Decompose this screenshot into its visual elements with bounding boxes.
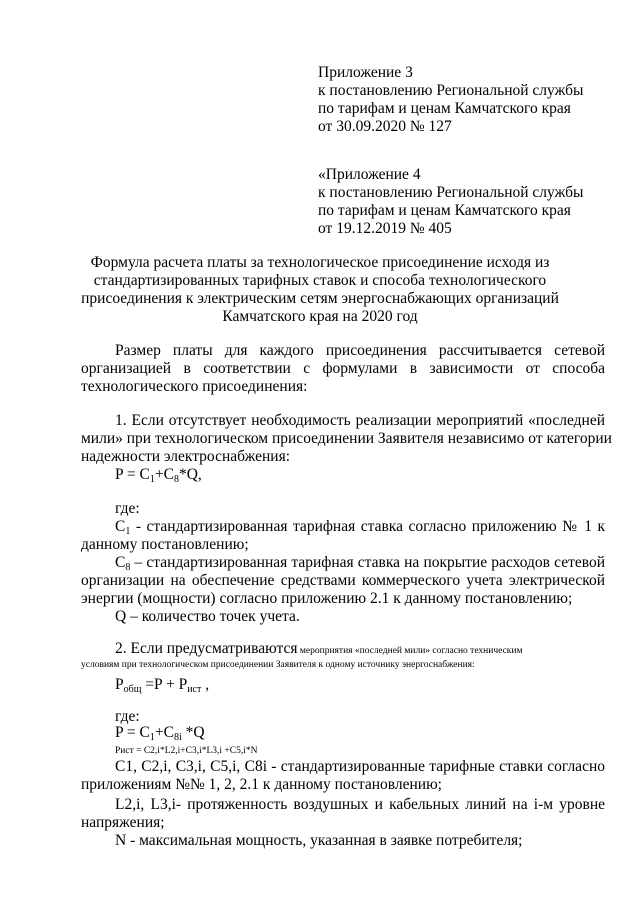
section2-line1: 2. Если предусматриваются мероприятия «последней мили» согласно техническим [115, 640, 523, 657]
appendix3-line1: Приложение 3 [318, 64, 413, 81]
appendix4-line1: «Приложение 4 [318, 166, 421, 183]
appendix3-line3: по тарифам и ценам Камчатского края [318, 100, 571, 117]
appendix3-line2: к постановлению Региональной службы [318, 82, 584, 99]
intro-line3: технологического присоединения: [81, 378, 308, 395]
section1-formula: $P = C_1+C_8*Q$, [115, 466, 202, 485]
title-line3: присоединения к электрическим сетям энергоснабжающих организаций [81, 290, 559, 307]
lengths-definition: L2,i, L3,i- протяженность воздушных и кабельных линий на i-м уровне [115, 796, 605, 813]
title-line4: Камчатского края на 2020 год [222, 308, 418, 325]
title-line2: стандартизированных тарифных ставок и способа технологического [93, 272, 547, 289]
total-formula: $P_{общ} =P + P_{ист}$ , [115, 676, 210, 695]
c8-definition-line2: организации на обеспечение средствами коммерческого учета электрической [81, 572, 605, 589]
appendix4-line3: по тарифам и ценам Камчатского края [318, 202, 571, 219]
section1-where: где: [115, 500, 140, 517]
appendix4-line4: от 19.12.2019 № 405 [318, 220, 452, 237]
section2-where: где: [115, 708, 140, 725]
section1-line2: мили» при технологическом присоединении Заявителя независимо от категории [81, 430, 612, 447]
intro-line1: Размер платы для каждого присоединения рассчитывается сетевой [115, 342, 605, 359]
c1-definition-cont: данному постановлению; [81, 536, 249, 553]
section2-formula: $P = C_1+C_{8i}$ *Q [115, 724, 205, 743]
appendix3-line4: от 30.09.2020 № 127 [318, 118, 452, 135]
intro-line2: организацией в соответствии с формулами в зависимости от способа [81, 360, 605, 377]
q-definition: Q – количество точек учета. [115, 608, 300, 625]
n-definition: N - максимальная мощность, указанная в заявке потребителя; [115, 832, 523, 849]
rates-definition-cont: приложениям №№ 1, 2, 2.1 к данному постановлению; [81, 776, 442, 793]
c8-definition-line3: энергии (мощности) согласно приложению 2.1 к данному постановлению; [81, 590, 573, 607]
title-line1: Формула расчета платы за технологическое присоединение исходя из [90, 254, 550, 271]
rates-definition: C1, C2,i, C3,i, C5,i, C8i - стандартизированные тарифные ставки согласно [115, 758, 605, 775]
section1-line3: надежности электроснабжения: [81, 448, 291, 465]
pist-formula: Pист = C2,i*L2,i+C3,i*L3,i +C5,i*N [115, 746, 258, 756]
appendix4-line2: к постановлению Региональной службы [318, 184, 584, 201]
c8-definition: $C_8$ – стандартизированная тарифная ставка на покрытие расходов сетевой [115, 554, 605, 573]
section2-line2: условиям при технологическом присоединении Заявителя к одному источнику энергоснабжения: [81, 660, 475, 670]
section1-line1: 1. Если отсутствует необходимость реализации мероприятий «последней [115, 412, 605, 429]
lengths-definition-cont: напряжения; [81, 814, 165, 831]
c1-definition: $C_1$ - стандартизированная тарифная ставка согласно приложению № 1 к [115, 518, 605, 537]
